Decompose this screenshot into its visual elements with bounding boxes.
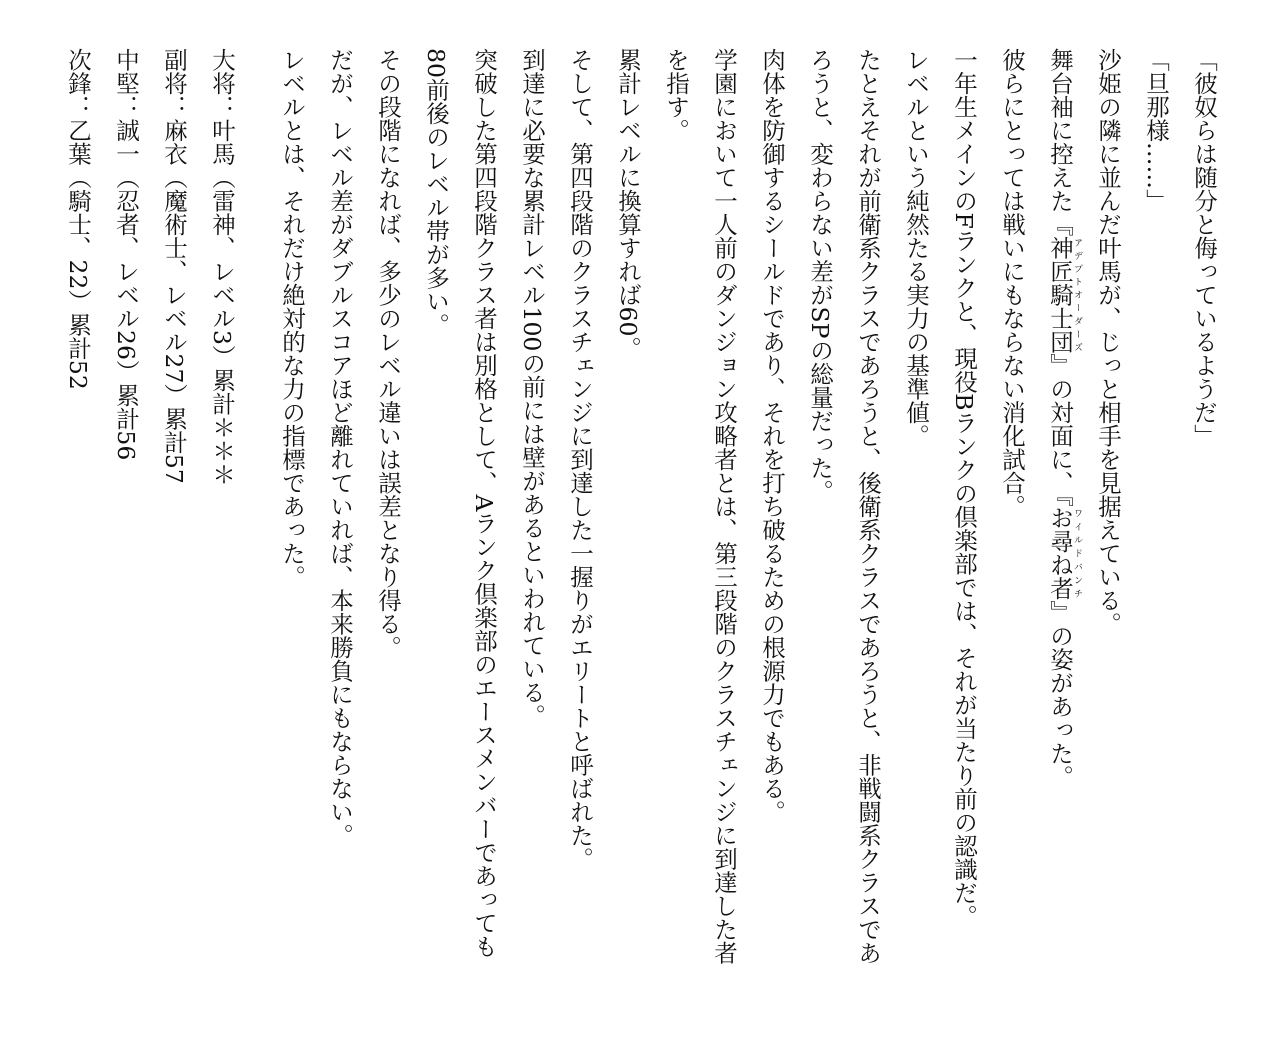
paragraph-line-with-ruby (1036, 48, 1084, 1048)
paragraph-line: 累計レベルに換算すれば60。 (614, 48, 642, 360)
ruby-reading: ワイルドバンチ (1072, 506, 1082, 601)
text-segment: 』の対面に、『 (1046, 353, 1074, 507)
paragraph-line: 一年生メインのFランクと、現役Bランクの倶楽部では、それが当たり前の認識だ。 (950, 48, 978, 928)
dialogue-line-1: 「彼奴らは随分と侮っているようだ」 (1190, 48, 1218, 448)
paragraph-line: その段階になれば、多少のレベル違いは誤差となり得る。 (374, 48, 402, 659)
paragraph-line: レベルという純然たる実力の基準値。 (902, 48, 930, 448)
text-segment: 舞台袖に控えた『 (1046, 48, 1074, 236)
vertical-text-body (54, 48, 1228, 1048)
dialogue-line-2: 「旦那様……」 (1142, 48, 1170, 213)
paragraph-line: 彼らにとっては戦いにもならない消化試合。 (998, 48, 1026, 518)
section-gap (246, 48, 268, 1048)
lineup-entry-taisho: 大将：叶馬（雷神、レベル3）累計＊＊＊ (208, 48, 236, 486)
paragraph-line: 突破した第四段階クラス者は別格として、Aランク倶楽部のエースメンバーであっても (470, 48, 498, 958)
lineup-entry-fukusho: 副将：麻衣（魔術士、レベル27）累計57 (160, 48, 188, 484)
ruby-guild-name (1046, 236, 1082, 354)
paragraph-line: 80前後のレベル帯が多い。 (422, 48, 450, 337)
ruby-reading: アデプトオーダーズ (1072, 236, 1082, 354)
paragraph-line: たとえそれが前衛系クラスであろうと、後衛系クラスであろうと、非戦闘系クラスであ (854, 48, 882, 965)
ruby-base: 神匠騎士団 (1046, 236, 1074, 354)
ruby-base: お尋ね者 (1046, 506, 1074, 601)
lineup-entry-jiho: 次鋒：乙葉（騎士、22）累計52 (64, 48, 92, 390)
text-segment: 』の姿があった。 (1046, 600, 1074, 789)
paragraph-line: を指す。 (662, 48, 690, 142)
ruby-guild-name (1046, 506, 1082, 601)
paragraph-line: そして、第四段階のクラスチェンジに到達した一握りがエリートと呼ばれた。 (566, 48, 594, 871)
paragraph-line: レベルとは、それだけ絶対的な力の指標であった。 (278, 48, 306, 589)
paragraph-line: だが、レベル差がダブルスコアほど離れていれば、本来勝負にもならない。 (326, 48, 354, 847)
paragraph-line: 学園において一人前のダンジョン攻略者とは、第三段階のクラスチェンジに到達した者 (710, 48, 738, 965)
paragraph-line: 到達に必要な累計レベル100の前には壁があるといわれている。 (518, 48, 546, 728)
paragraph-line: 肉体を防御するシールドであり、それを打ち破るための根源力でもある。 (758, 48, 786, 824)
lineup-entry-chuken: 中堅：誠一（忍者、レベル26）累計56 (112, 48, 140, 461)
paragraph-line: ろうと、変わらない差がSPの総量だった。 (806, 48, 834, 503)
paragraph-line: 沙姫の隣に並んだ叶馬が、じっと相手を見据えている。 (1094, 48, 1122, 636)
